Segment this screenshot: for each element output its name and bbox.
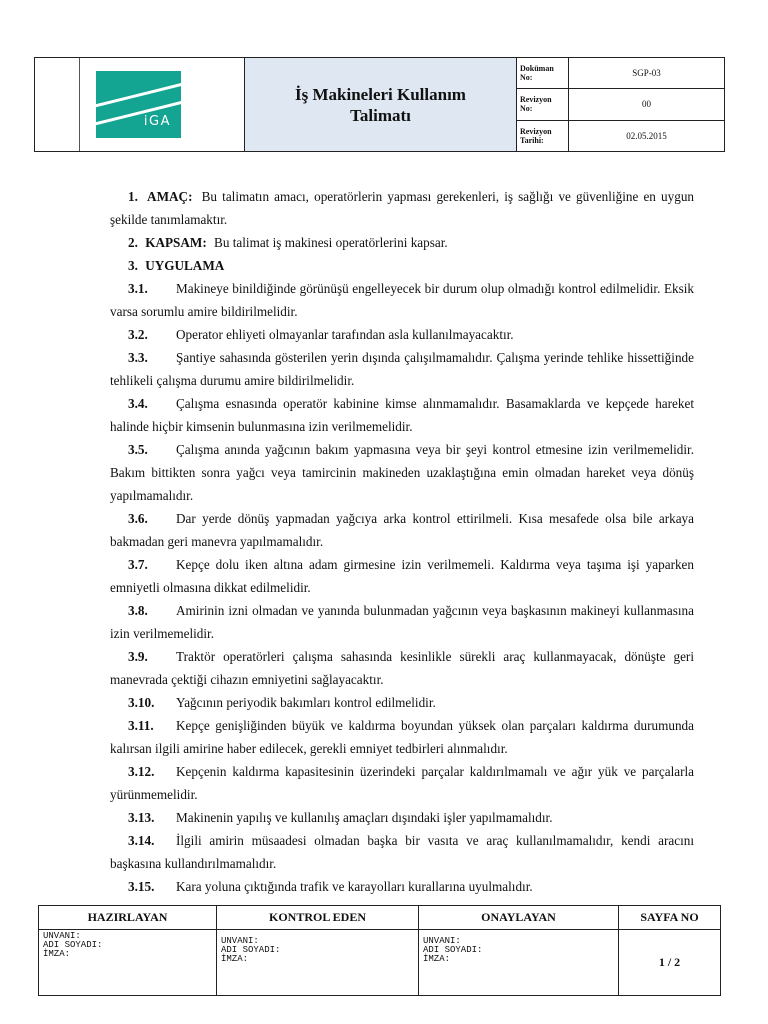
name-label: ADI SOYADI: bbox=[221, 945, 281, 955]
name-label: ADI SOYADI: bbox=[43, 940, 103, 950]
doc-no-value: SGP-03 bbox=[632, 68, 661, 79]
info-row-doc-no bbox=[517, 58, 724, 89]
section-purpose bbox=[110, 185, 694, 231]
logo-cell bbox=[35, 58, 245, 151]
item-text: Makineye binildiğinde görünüşü engelleyecek bir durum olup olmadığı kontrol edilmelidir. Eksik varsa sorumlu amire bildirilmelidir. bbox=[110, 281, 694, 319]
company-logo bbox=[96, 71, 181, 138]
list-item bbox=[110, 438, 694, 507]
item-number: 3.14. bbox=[128, 833, 155, 848]
list-item bbox=[110, 553, 694, 599]
item-text: Dar yerde dönüş yapmadan yağcıya arka kontrol ettirilmeli. Kısa mesafede olsa bile arkaya bakmadan geri manevra yapılmamalıdır. bbox=[110, 511, 694, 549]
section-title: UYGULAMA bbox=[145, 258, 225, 273]
list-item bbox=[110, 875, 694, 898]
signature-label: İMZA: bbox=[423, 954, 451, 964]
item-text: Operator ehliyeti olmayanlar tarafından asla kullanılmayacaktır. bbox=[176, 327, 514, 342]
item-number: 3.2. bbox=[128, 327, 148, 342]
item-number: 3.12. bbox=[128, 764, 155, 779]
item-number: 3.9. bbox=[128, 649, 148, 664]
section-number: 3. bbox=[128, 258, 138, 273]
item-number: 3.11. bbox=[128, 718, 154, 733]
approval-table bbox=[38, 905, 721, 996]
item-number: 3.15. bbox=[128, 879, 155, 894]
doc-no-label: Doküman No: bbox=[517, 58, 569, 88]
page-no-header: SAYFA NO bbox=[619, 906, 721, 930]
section-text: Bu talimatın amacı, operatörlerin yapması gerekenleri, iş sağlığı ve güvenliğine en uygun şekilde tanımlamaktır. bbox=[110, 189, 695, 227]
item-number: 3.8. bbox=[128, 603, 148, 618]
prepared-by-cell bbox=[39, 930, 217, 996]
signature-label: İMZA: bbox=[43, 949, 71, 959]
section-scope bbox=[128, 231, 694, 254]
info-row-revision-date bbox=[517, 121, 724, 151]
list-item bbox=[110, 829, 694, 875]
signature-label: İMZA: bbox=[221, 954, 249, 964]
info-row-revision-no bbox=[517, 89, 724, 120]
list-item bbox=[110, 714, 694, 760]
item-text: Çalışma anında yağcının bakım yapmasına veya bir şeyi kontrol etmesine izin verilmemelidir. Bakım bittikten sonra yağcı veya tamircinin makineden uzaklaştığına emin olmadan hareket veya dönüş yapılmamalıdır. bbox=[110, 442, 694, 503]
margin-line bbox=[79, 58, 80, 151]
checked-by-cell bbox=[217, 930, 419, 996]
item-number: 3.5. bbox=[128, 442, 148, 457]
item-text: İlgili amirin müsaadesi olmadan başka bir vasıta ve araç kullanılmamalıdır, kendi aracını başkasına kullandırılmamalıdır. bbox=[110, 833, 694, 871]
revision-date-label: Revizyon Tarihi: bbox=[517, 121, 569, 151]
approved-by-header: ONAYLAYAN bbox=[419, 906, 619, 930]
list-item bbox=[110, 760, 694, 806]
document-info bbox=[517, 58, 724, 151]
section-number: 1. bbox=[128, 189, 138, 204]
section-text: Bu talimat iş makinesi operatörlerini kapsar. bbox=[214, 235, 448, 250]
item-text: Kepçe dolu iken altına adam girmesine izin verilmemeli. Kaldırma veya taşıma işi yaparken emniyetli olmasına dikkat edilmelidir. bbox=[110, 557, 694, 595]
document-title-cell bbox=[245, 58, 517, 151]
item-number: 3.10. bbox=[128, 695, 155, 710]
item-text: Kepçe genişliğinden büyük ve kaldırma boyundan yüksek olan parçaları kaldırma durumunda kalırsan ilgili amirine haber edilecek, gerekli emniyet tedbirleri alınmalıdır. bbox=[110, 718, 694, 756]
item-number: 3.1. bbox=[128, 281, 148, 296]
item-text: Amirinin izni olmadan ve yanında bulunmadan yağcının veya başkasının makineyi kullanmasına izin verilmemelidir. bbox=[110, 603, 694, 641]
approval-signature-row bbox=[39, 930, 721, 996]
list-item bbox=[110, 346, 694, 392]
item-number: 3.13. bbox=[128, 810, 155, 825]
approved-by-cell bbox=[419, 930, 619, 996]
item-text: Kara yoluna çıktığında trafik ve karayolları kurallarına uyulmalıdır. bbox=[176, 879, 533, 894]
item-text: Makinenin yapılış ve kullanılış amaçları dışındaki işler yapılmamalıdır. bbox=[176, 810, 553, 825]
item-text: Traktör operatörleri çalışma sahasında kesinlikle sürekli araç kullanmayacak, dönüşte geri manevrada çektiği cihazın emniyetini sağlayacaktır. bbox=[110, 649, 694, 687]
item-text: Çalışma esnasında operatör kabinine kimse alınmamalıdır. Basamaklarda ve kepçede hareket halinde hiçbir kimsenin bulunmasına izin verilmemelidir. bbox=[110, 396, 694, 434]
list-item bbox=[110, 599, 694, 645]
approval-header-row bbox=[39, 906, 721, 930]
list-item bbox=[110, 806, 694, 829]
item-number: 3.6. bbox=[128, 511, 148, 526]
list-item bbox=[110, 691, 694, 714]
section-title: KAPSAM: bbox=[145, 235, 207, 250]
item-number: 3.3. bbox=[128, 350, 148, 365]
title-label: UNVANI: bbox=[423, 936, 461, 946]
item-text: Kepçenin kaldırma kapasitesinin üzerindeki parçalar kaldırılmamalı ve ağır yük ve parçalarla yürünmemelidir. bbox=[110, 764, 694, 802]
name-label: ADI SOYADI: bbox=[423, 945, 483, 955]
revision-no-label: Revizyon No: bbox=[517, 89, 569, 119]
document-title: İş Makineleri Kullanım Talimatı bbox=[295, 84, 466, 125]
section-title: AMAÇ: bbox=[147, 189, 193, 204]
item-text: Yağcının periyodik bakımları kontrol edilmelidir. bbox=[176, 695, 436, 710]
title-label: UNVANI: bbox=[43, 931, 81, 941]
document-header bbox=[34, 57, 725, 152]
checked-by-header: KONTROL EDEN bbox=[217, 906, 419, 930]
prepared-by-header: HAZIRLAYAN bbox=[39, 906, 217, 930]
list-item bbox=[110, 392, 694, 438]
logo-text: iGA bbox=[143, 114, 171, 129]
list-item bbox=[110, 507, 694, 553]
revision-date-value: 02.05.2015 bbox=[626, 130, 667, 141]
title-label: UNVANI: bbox=[221, 936, 259, 946]
document-body bbox=[110, 185, 694, 898]
list-item bbox=[110, 645, 694, 691]
list-item bbox=[110, 277, 694, 323]
revision-no-value: 00 bbox=[642, 99, 651, 110]
item-number: 3.4. bbox=[128, 396, 148, 411]
item-number: 3.7. bbox=[128, 557, 148, 572]
item-text: Şantiye sahasında gösterilen yerin dışında çalışılmamalıdır. Çalışma yerinde tehlike hissettiğinde tehlikeli çalışma durumu amire bildirilmelidir. bbox=[110, 350, 694, 388]
page-number: 1 / 2 bbox=[619, 930, 721, 996]
section-application bbox=[128, 254, 694, 277]
section-number: 2. bbox=[128, 235, 138, 250]
list-item bbox=[110, 323, 694, 346]
